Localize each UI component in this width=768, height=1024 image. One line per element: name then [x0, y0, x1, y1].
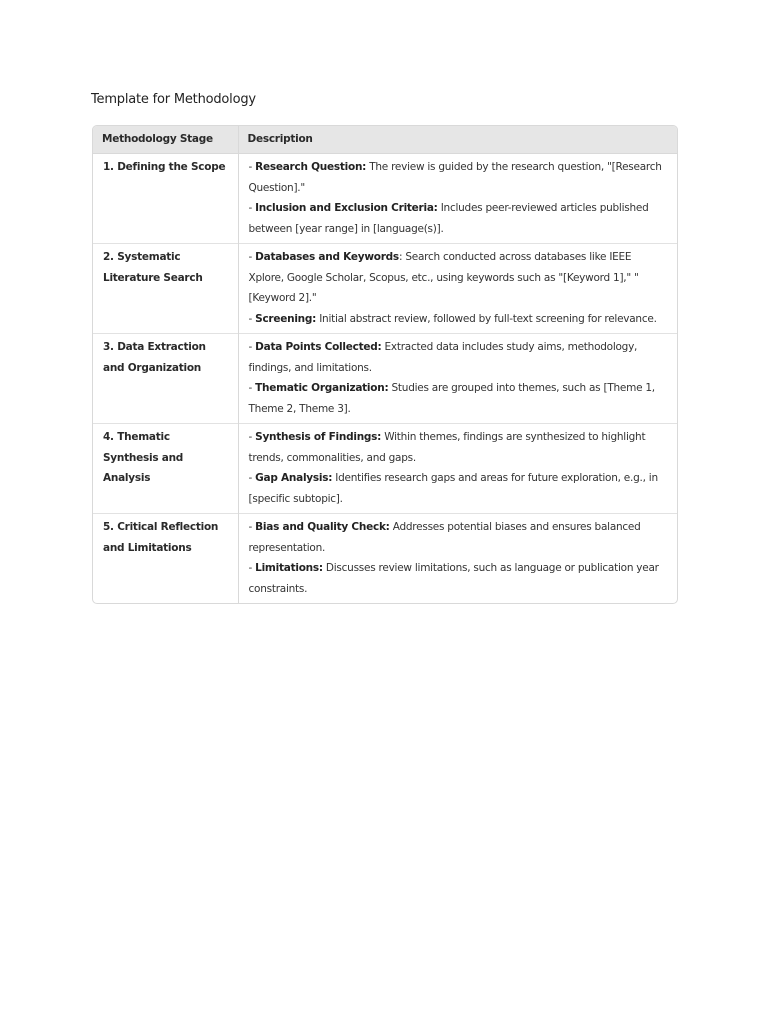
description-item — [249, 157, 669, 198]
item-text: Addresses potential biases and ensures balanced representation. — [248, 521, 641, 554]
description-item — [249, 337, 669, 378]
description-item — [249, 468, 669, 509]
methodology-table — [92, 125, 678, 604]
item-term: Limitations: — [255, 562, 323, 574]
item-text: Identifies research gaps and areas for future exploration, e.g., in [specific subtopic]. — [248, 472, 658, 505]
table-row — [93, 334, 677, 424]
table-row — [93, 154, 677, 244]
item-term: Thematic Organization: — [255, 382, 389, 394]
item-text: Includes peer-reviewed articles published between [year range] in [language(s)]. — [248, 202, 649, 235]
item-prefix: - — [248, 202, 256, 214]
description-item — [249, 378, 669, 419]
description-item — [249, 517, 669, 558]
item-term: Data Points Collected: — [255, 341, 382, 353]
description-cell — [238, 244, 677, 334]
item-prefix: - — [248, 382, 256, 394]
header-description: Description — [238, 126, 677, 154]
item-prefix: - — [248, 251, 256, 263]
description-item — [249, 427, 669, 468]
stage-cell: 1. Defining the Scope — [103, 161, 226, 173]
header-methodology-stage: Methodology Stage — [93, 126, 238, 154]
item-text: Extracted data includes study aims, methodology, findings, and limitations. — [248, 341, 638, 374]
item-prefix: - — [248, 562, 256, 574]
item-term: Inclusion and Exclusion Criteria: — [255, 202, 438, 214]
stage-cell: 2. Systematic Literature Search — [93, 244, 238, 334]
item-prefix: - — [248, 431, 256, 443]
table-row — [93, 514, 677, 604]
stage-cell: 5. Critical Reflection and Limitations — [93, 514, 238, 604]
item-term: Research Question: — [255, 161, 367, 173]
description-cell — [238, 334, 677, 424]
item-text: The review is guided by the research question, "[Research Question]." — [248, 161, 662, 194]
table-row — [93, 424, 677, 514]
description-item — [249, 558, 669, 599]
page-title: Template for Methodology — [91, 92, 256, 107]
item-term: Gap Analysis: — [255, 472, 333, 484]
item-text: Studies are grouped into themes, such as [Theme 1, Theme 2, Theme 3]. — [248, 382, 655, 415]
item-prefix: - — [248, 472, 256, 484]
item-prefix: - — [248, 341, 256, 353]
description-item — [249, 309, 669, 330]
stage-cell: 4. Thematic Synthesis and Analysis — [93, 424, 238, 514]
description-item — [249, 198, 669, 239]
item-prefix: - — [248, 312, 256, 325]
description-item — [249, 247, 669, 309]
table-row — [93, 244, 677, 334]
item-prefix: - — [248, 161, 256, 173]
table-header-row — [93, 126, 677, 154]
description-cell — [238, 154, 677, 244]
description-cell — [238, 424, 677, 514]
item-term: Screening: — [255, 312, 317, 325]
item-text: Initial abstract review, followed by full-text screening for relevance. — [316, 312, 657, 325]
item-text: Within themes, findings are synthesized to highlight trends, commonalities, and gaps. — [248, 431, 646, 464]
item-text: Discusses review limitations, such as language or publication year constraints. — [248, 562, 659, 595]
item-term: Synthesis of Findings: — [255, 431, 382, 443]
item-prefix: - — [248, 521, 256, 533]
item-text: : Search conducted across databases like IEEE Xplore, Google Scholar, Scopus, etc., using keywords such as "[Keyword 1]," "[Keyword 2]." — [248, 251, 639, 304]
item-term: Databases and Keywords — [255, 251, 399, 263]
stage-cell: 3. Data Extraction and Organization — [93, 334, 238, 424]
item-term: Bias and Quality Check: — [255, 521, 390, 533]
description-cell — [238, 514, 677, 604]
